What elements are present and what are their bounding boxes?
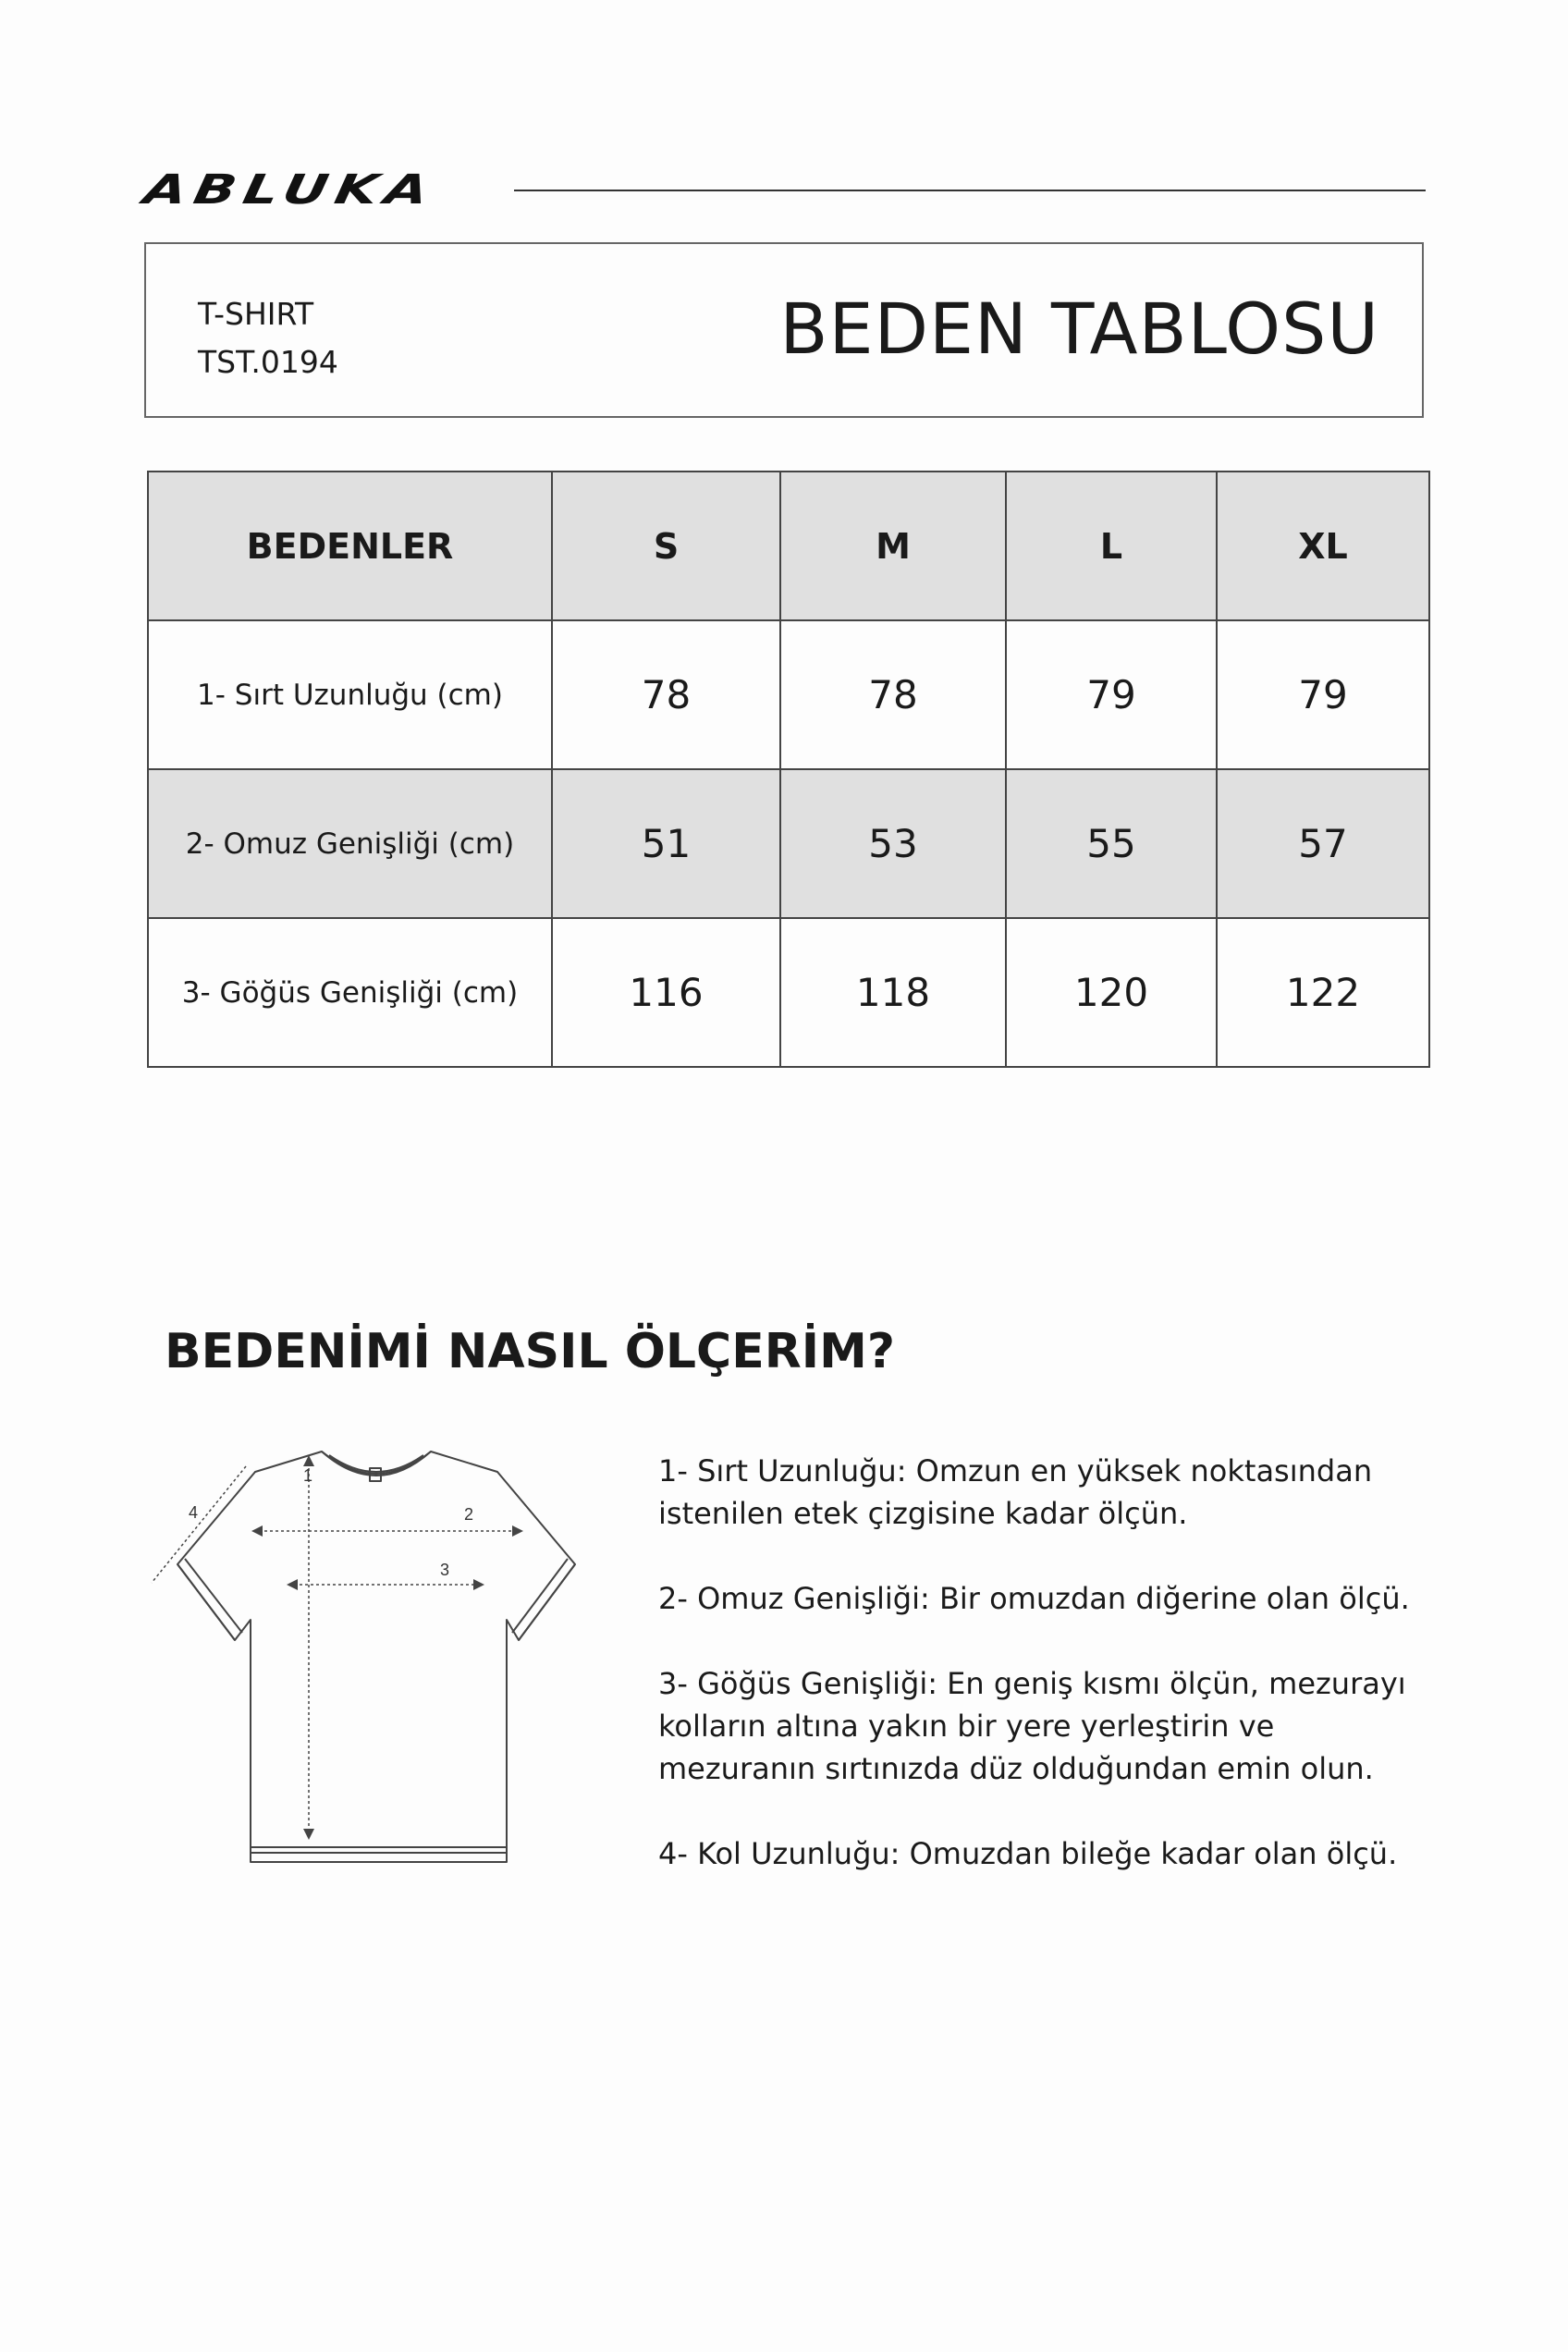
size-table bbox=[147, 471, 1430, 1068]
header-divider bbox=[514, 190, 1426, 191]
product-code: TST.0194 bbox=[198, 344, 338, 380]
arrow-1-bottom bbox=[303, 1829, 314, 1840]
instructions bbox=[658, 1450, 1435, 1917]
row-label: 2- Omuz Genişliği (cm) bbox=[148, 769, 552, 918]
table-cell: 116 bbox=[552, 918, 780, 1067]
table-cell: 79 bbox=[1217, 620, 1429, 769]
row-label: 1- Sırt Uzunluğu (cm) bbox=[148, 620, 552, 769]
measure-line-4 bbox=[152, 1466, 246, 1583]
how-to-measure-title: BEDENİMİ NASIL ÖLÇERİM? bbox=[165, 1324, 896, 1379]
product-info bbox=[198, 290, 338, 386]
diagram-label-3: 3 bbox=[440, 1561, 450, 1579]
diagram-label-2: 2 bbox=[464, 1505, 474, 1524]
instruction-1: 1- Sırt Uzunluğu: Omzun en yüksek noktasından istenilen etek çizgisine kadar ölçün. bbox=[658, 1453, 1373, 1531]
row-label: 3- Göğüs Genişliği (cm) bbox=[148, 918, 552, 1067]
table-row bbox=[148, 620, 1429, 769]
instruction-2: 2- Omuz Genişliği: Bir omuzdan diğerine olan ölçü. bbox=[658, 1581, 1410, 1616]
table-cell: 122 bbox=[1217, 918, 1429, 1067]
arrow-2-right bbox=[512, 1525, 523, 1537]
instruction-4: 4- Kol Uzunluğu: Omuzdan bileğe kadar olan ölçü. bbox=[658, 1836, 1398, 1871]
tshirt-measurement-diagram bbox=[144, 1435, 588, 1879]
tshirt-hem bbox=[251, 1847, 507, 1853]
table-row bbox=[148, 918, 1429, 1067]
diagram-label-1: 1 bbox=[303, 1466, 313, 1485]
header-cell-m: M bbox=[780, 472, 1006, 620]
diagram-label-4: 4 bbox=[189, 1503, 199, 1522]
arrow-3-right bbox=[473, 1579, 484, 1590]
product-type: T-SHIRT bbox=[198, 296, 314, 332]
brand-logo: ABLUKA bbox=[140, 166, 440, 214]
table-cell: 51 bbox=[552, 769, 780, 918]
table-cell: 120 bbox=[1006, 918, 1217, 1067]
header-cell-sizes: BEDENLER bbox=[148, 472, 552, 620]
table-cell: 53 bbox=[780, 769, 1006, 918]
table-row bbox=[148, 769, 1429, 918]
tshirt-collar bbox=[322, 1452, 431, 1476]
arrow-3-left bbox=[287, 1579, 298, 1590]
header-cell-xl: XL bbox=[1217, 472, 1429, 620]
title-box bbox=[144, 242, 1424, 418]
header bbox=[140, 166, 1426, 214]
table-cell: 79 bbox=[1006, 620, 1217, 769]
arrow-2-left bbox=[251, 1525, 263, 1537]
header-cell-s: S bbox=[552, 472, 780, 620]
table-cell: 78 bbox=[552, 620, 780, 769]
table-cell: 118 bbox=[780, 918, 1006, 1067]
left-sleeve-cuff bbox=[178, 1559, 242, 1640]
header-cell-l: L bbox=[1006, 472, 1217, 620]
table-cell: 57 bbox=[1217, 769, 1429, 918]
size-table-header-row bbox=[148, 472, 1429, 620]
right-sleeve-cuff bbox=[512, 1559, 575, 1640]
table-cell: 55 bbox=[1006, 769, 1217, 918]
page-title: BEDEN TABLOSU bbox=[779, 288, 1379, 370]
table-cell: 78 bbox=[780, 620, 1006, 769]
instruction-3: 3- Göğüs Genişliği: En geniş kısmı ölçün, mezurayı kolların altına yakın bir yere yerleştirin ve mezuranın sırtınızda düz olduğundan emin olun. bbox=[658, 1666, 1406, 1786]
tshirt-outline bbox=[178, 1452, 575, 1862]
